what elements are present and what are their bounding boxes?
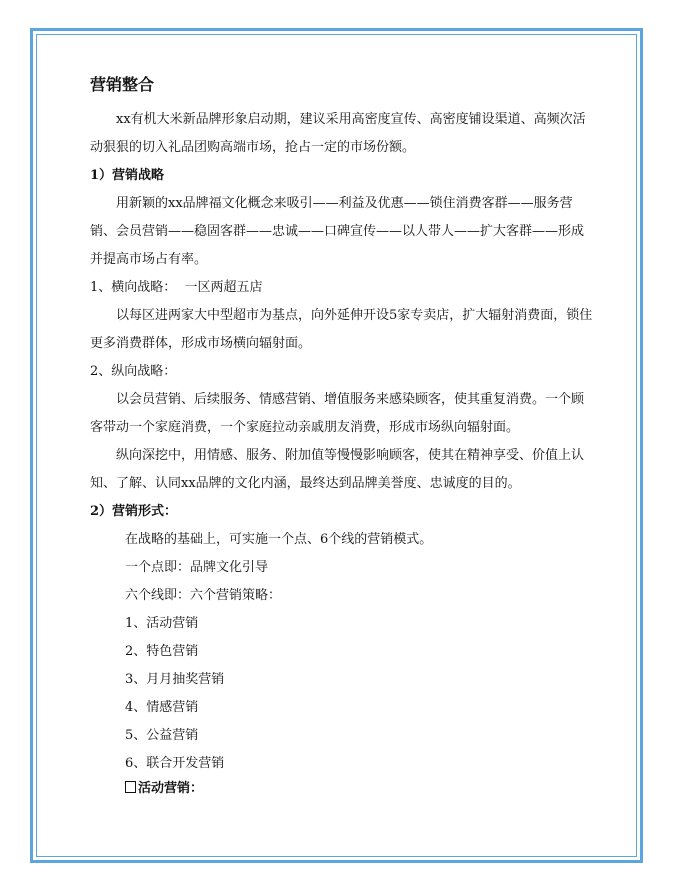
list-item: 5、公益营销 [125, 728, 199, 743]
vertical-strategy-paragraph-2: 纵向深挖中，用情感、服务、附加值等慢慢影响顾客，使其在精神享受、价值上认知、了解、认同xx品牌的文化内涵，最终达到品牌美誉度、忠诚度的目的。 [90, 448, 585, 491]
checkbox-square-icon [125, 781, 136, 793]
horizontal-strategy-heading: 1、横向战略： 一区两超五店 [90, 280, 263, 295]
list-item: 6、联合开发营销 [125, 756, 225, 771]
document-body [90, 72, 595, 800]
form-heading: 2）营销形式： [90, 504, 178, 519]
list-item: 2、特色营销 [125, 644, 199, 659]
list-item: 4、情感营销 [125, 700, 199, 715]
strategy-heading: 1）营销战略 [90, 168, 165, 183]
vertical-strategy-paragraph-1: 以会员营销、后续服务、情感营销、增值服务来感染顾客，使其重复消费。一个顾客带动一个家庭消费，一个家庭拉动亲戚朋友消费，形成市场纵向辐射面。 [90, 392, 585, 435]
form-intro: 在战略的基础上，可实施一个点、6个线的营销模式。 [125, 532, 433, 547]
activity-heading: 活动营销： [138, 781, 204, 796]
document-title: 营销整合 [90, 75, 155, 94]
strategy-paragraph: 用新颖的xx品牌福文化概念来吸引——利益及优惠——锁住消费客群——服务营销、会员营销——稳固客群——忠诚——口碑宣传——以人带人——扩大客群——形成并提高市场占有率。 [90, 196, 585, 267]
intro-paragraph: xx有机大米新品牌形象启动期，建议采用高密度宣传、高密度铺设渠道、高频次活动狠狠的切入礼品团购高端市场，抢占一定的市场份额。 [90, 112, 586, 155]
list-item: 3、月月抽奖营销 [125, 672, 225, 687]
form-point: 一个点即：品牌文化引导 [125, 560, 269, 575]
list-item: 1、活动营销 [125, 616, 199, 631]
form-lines: 六个线即：六个营销策略： [125, 588, 282, 603]
vertical-strategy-heading: 2、纵向战略： [90, 364, 177, 379]
horizontal-strategy-paragraph: 以每区进两家大中型超市为基点，向外延伸开设5家专卖店，扩大辐射消费面，锁住更多消费群体，形成市场横向辐射面。 [90, 308, 593, 351]
activity-heading-row [90, 778, 595, 800]
